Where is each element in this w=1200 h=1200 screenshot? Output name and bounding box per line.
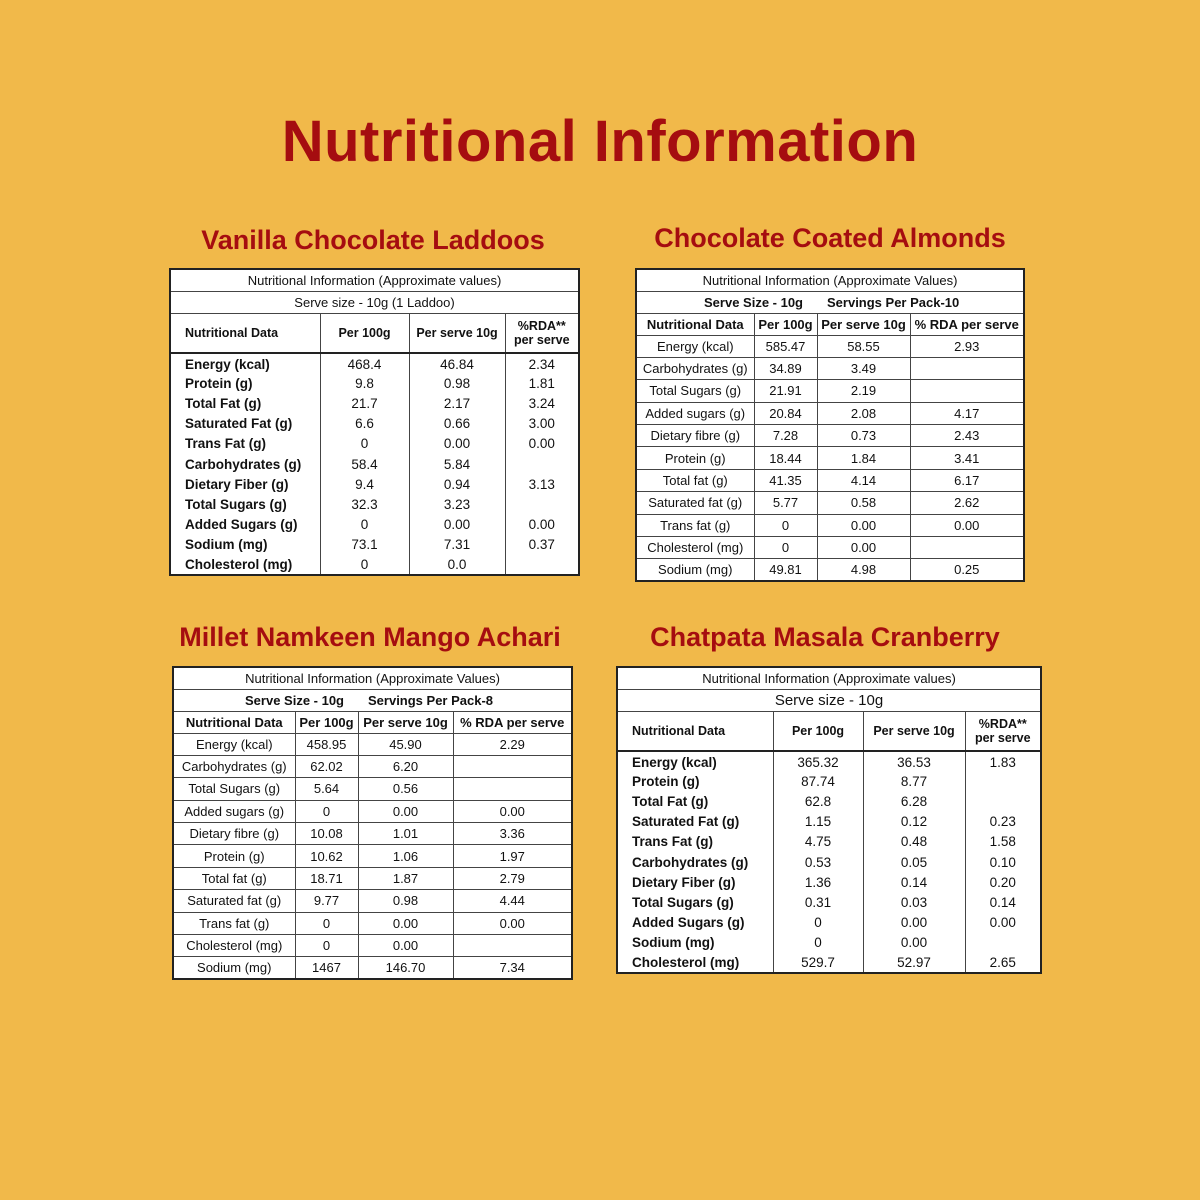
- nutrient-name: Total Sugars (g): [170, 494, 320, 514]
- table-row: [173, 912, 572, 934]
- nutrient-value: 0.00: [965, 913, 1041, 933]
- nutrient-value: [910, 380, 1024, 402]
- nutrient-name: Added sugars (g): [173, 800, 295, 822]
- nutrient-value: 0.0: [409, 555, 505, 575]
- table-row: [173, 778, 572, 800]
- nutrient-name: Saturated Fat (g): [617, 812, 773, 832]
- nutrient-value: 58.55: [817, 335, 910, 357]
- nutrient-value: 0.10: [965, 852, 1041, 872]
- nutrition-table-chatpata-masala-cranberry: [616, 666, 1042, 974]
- nutrient-value: 0.00: [910, 514, 1024, 536]
- nutrient-value: 0.00: [358, 800, 453, 822]
- nutrient-value: 1.84: [817, 447, 910, 469]
- nutrient-value: 0.31: [773, 892, 863, 912]
- nutrient-value: [505, 494, 579, 514]
- table-row: [170, 353, 579, 373]
- product-title-vanilla-chocolate-laddoos: Vanilla Chocolate Laddoos: [201, 225, 545, 255]
- nutrient-name: Energy (kcal): [636, 335, 754, 357]
- nutrient-value: [505, 555, 579, 575]
- nutrient-value: [965, 771, 1041, 791]
- nutrient-value: 4.14: [817, 469, 910, 491]
- nutrient-name: Total Fat (g): [617, 791, 773, 811]
- nutrient-value: 2.62: [910, 492, 1024, 514]
- column-header: Nutritional Data: [617, 711, 773, 751]
- nutrient-value: 7.31: [409, 535, 505, 555]
- table-row: [170, 434, 579, 454]
- nutrient-value: 4.75: [773, 832, 863, 852]
- table-row: [636, 425, 1024, 447]
- info-line: Nutritional Information (Approximate Values): [636, 269, 1024, 291]
- table-row: [173, 755, 572, 777]
- nutrient-value: 0.00: [863, 913, 965, 933]
- table-row: [617, 852, 1041, 872]
- nutrient-name: Sodium (mg): [636, 559, 754, 581]
- info-line: Nutritional Information (Approximate values): [170, 269, 579, 291]
- nutrient-value: 0.73: [817, 425, 910, 447]
- nutrient-value: 8.77: [863, 771, 965, 791]
- column-header: Per serve 10g: [817, 313, 910, 335]
- nutrient-value: 0.00: [409, 515, 505, 535]
- table-row: [170, 555, 579, 575]
- nutrient-value: 365.32: [773, 751, 863, 771]
- info-row: [173, 667, 572, 689]
- nutrient-value: 0.12: [863, 812, 965, 832]
- nutrient-value: 6.28: [863, 791, 965, 811]
- nutrient-value: 0.37: [505, 535, 579, 555]
- nutrient-value: 0.98: [358, 890, 453, 912]
- nutrient-value: 18.44: [754, 447, 817, 469]
- nutrient-value: 3.36: [453, 823, 572, 845]
- nutrient-value: 21.7: [320, 393, 409, 413]
- nutrient-value: 0: [295, 912, 358, 934]
- nutrient-value: [910, 357, 1024, 379]
- table-row: [617, 771, 1041, 791]
- nutrient-value: 6.6: [320, 414, 409, 434]
- servings-per-pack: Servings Per Pack-10: [817, 291, 1024, 313]
- table-row: [617, 892, 1041, 912]
- table-row: [173, 823, 572, 845]
- nutrient-value: 146.70: [358, 957, 453, 979]
- nutrient-value: 7.34: [453, 957, 572, 979]
- table-row: [173, 800, 572, 822]
- nutrient-value: 0.20: [965, 872, 1041, 892]
- nutrient-name: Cholesterol (mg): [170, 555, 320, 575]
- nutrient-value: 9.8: [320, 373, 409, 393]
- nutrient-value: 62.02: [295, 755, 358, 777]
- serve-size: Serve size - 10g: [617, 689, 1041, 711]
- nutrient-value: 46.84: [409, 353, 505, 373]
- table-row: [617, 812, 1041, 832]
- table-row: [173, 733, 572, 755]
- nutrient-value: 3.49: [817, 357, 910, 379]
- nutrient-value: 2.34: [505, 353, 579, 373]
- nutrient-name: Total Sugars (g): [617, 892, 773, 912]
- nutrient-value: 2.17: [409, 393, 505, 413]
- nutrient-name: Energy (kcal): [617, 751, 773, 771]
- nutrient-value: 0.00: [505, 515, 579, 535]
- nutrient-value: 0: [320, 515, 409, 535]
- nutrient-value: 45.90: [358, 733, 453, 755]
- nutrient-value: 3.23: [409, 494, 505, 514]
- nutrient-value: 0.00: [453, 800, 572, 822]
- nutrient-name: Saturated Fat (g): [170, 414, 320, 434]
- nutrient-value: 0.00: [409, 434, 505, 454]
- column-header: Per 100g: [773, 711, 863, 751]
- table-row: [636, 469, 1024, 491]
- column-header: Per 100g: [295, 711, 358, 733]
- column-header: Per serve 10g: [409, 313, 505, 353]
- table-row: [170, 414, 579, 434]
- table-row: [170, 454, 579, 474]
- info-row: [170, 269, 579, 291]
- nutrient-value: 52.97: [863, 953, 965, 973]
- nutrient-value: 1.01: [358, 823, 453, 845]
- nutrient-value: 0.58: [817, 492, 910, 514]
- nutrient-name: Added sugars (g): [636, 402, 754, 424]
- nutrient-value: [965, 933, 1041, 953]
- nutrient-value: 0: [773, 933, 863, 953]
- table-row: [173, 957, 572, 979]
- nutrient-value: 58.4: [320, 454, 409, 474]
- table-row: [636, 537, 1024, 559]
- nutrient-value: 10.08: [295, 823, 358, 845]
- column-header: Per serve 10g: [358, 711, 453, 733]
- column-header: Per 100g: [754, 313, 817, 335]
- nutrient-value: 0: [320, 434, 409, 454]
- nutrient-name: Energy (kcal): [170, 353, 320, 373]
- product-title-millet-namkeen-mango-achari: Millet Namkeen Mango Achari: [179, 622, 561, 652]
- nutrient-name: Added Sugars (g): [617, 913, 773, 933]
- nutrient-value: 0.25: [910, 559, 1024, 581]
- nutrient-value: 0.05: [863, 852, 965, 872]
- nutrient-value: 41.35: [754, 469, 817, 491]
- nutrition-table-millet-namkeen-mango-achari: [172, 666, 573, 980]
- column-header: Nutritional Data: [170, 313, 320, 353]
- info-row: [617, 667, 1041, 689]
- serve-row: [170, 291, 579, 313]
- nutrient-value: 1.36: [773, 872, 863, 892]
- nutrient-value: 7.28: [754, 425, 817, 447]
- table-row: [173, 867, 572, 889]
- nutrient-value: 0.94: [409, 474, 505, 494]
- nutrient-value: 0.14: [863, 872, 965, 892]
- nutrient-value: 0.56: [358, 778, 453, 800]
- nutrient-value: 0.00: [358, 935, 453, 957]
- product-title-chatpata-masala-cranberry: Chatpata Masala Cranberry: [650, 622, 1000, 652]
- nutrient-value: 0.48: [863, 832, 965, 852]
- column-header: %RDA** per serve: [965, 711, 1041, 751]
- nutrient-name: Trans fat (g): [636, 514, 754, 536]
- page-title: Nutritional Information: [281, 109, 919, 174]
- nutrient-value: [453, 755, 572, 777]
- nutrient-value: 0.03: [863, 892, 965, 912]
- nutrient-value: 468.4: [320, 353, 409, 373]
- info-row: [636, 269, 1024, 291]
- table-row: [617, 791, 1041, 811]
- table-row: [617, 832, 1041, 852]
- nutrient-name: Protein (g): [617, 771, 773, 791]
- servings-per-pack: Servings Per Pack-8: [358, 689, 572, 711]
- column-header: % RDA per serve: [910, 313, 1024, 335]
- nutrient-value: 2.19: [817, 380, 910, 402]
- nutrient-value: 21.91: [754, 380, 817, 402]
- table-row: [617, 933, 1041, 953]
- nutrient-name: Dietary fibre (g): [636, 425, 754, 447]
- nutrient-value: 87.74: [773, 771, 863, 791]
- nutrient-value: 36.53: [863, 751, 965, 771]
- nutrient-value: 18.71: [295, 867, 358, 889]
- nutrient-value: 6.20: [358, 755, 453, 777]
- table-row: [170, 373, 579, 393]
- nutrient-value: 1.87: [358, 867, 453, 889]
- nutrient-value: 0.23: [965, 812, 1041, 832]
- table-row: [636, 559, 1024, 581]
- nutrient-name: Sodium (mg): [173, 957, 295, 979]
- nutrient-value: 2.93: [910, 335, 1024, 357]
- nutrient-value: 1467: [295, 957, 358, 979]
- nutrient-name: Trans Fat (g): [617, 832, 773, 852]
- nutrient-name: Added Sugars (g): [170, 515, 320, 535]
- nutrient-value: 0: [754, 514, 817, 536]
- nutrient-value: 2.29: [453, 733, 572, 755]
- nutrient-name: Trans fat (g): [173, 912, 295, 934]
- serve-size: Serve Size - 10g: [636, 291, 817, 313]
- nutrient-value: 2.79: [453, 867, 572, 889]
- nutrient-value: 3.00: [505, 414, 579, 434]
- nutrient-name: Sodium (mg): [170, 535, 320, 555]
- nutrient-value: 5.64: [295, 778, 358, 800]
- serve-row: [636, 291, 1024, 313]
- nutrient-name: Cholesterol (mg): [173, 935, 295, 957]
- nutrition-table-vanilla-chocolate-laddoos: [169, 268, 580, 576]
- table-row: [636, 402, 1024, 424]
- table-row: [617, 872, 1041, 892]
- table-row: [170, 515, 579, 535]
- nutrient-name: Sodium (mg): [617, 933, 773, 953]
- nutrient-value: 0.00: [817, 537, 910, 559]
- table-row: [170, 474, 579, 494]
- column-header: Nutritional Data: [173, 711, 295, 733]
- nutrient-name: Dietary fibre (g): [173, 823, 295, 845]
- nutrient-value: 585.47: [754, 335, 817, 357]
- nutrient-value: 1.83: [965, 751, 1041, 771]
- nutrient-name: Trans Fat (g): [170, 434, 320, 454]
- nutrient-value: [505, 454, 579, 474]
- table-row: [170, 494, 579, 514]
- table-row: [636, 357, 1024, 379]
- nutrient-value: 0.53: [773, 852, 863, 872]
- nutrient-value: 4.98: [817, 559, 910, 581]
- header-row: [170, 313, 579, 353]
- info-line: Nutritional Information (Approximate values): [617, 667, 1041, 689]
- table-row: [636, 492, 1024, 514]
- serve-row: [173, 689, 572, 711]
- nutrient-name: Total Sugars (g): [636, 380, 754, 402]
- table-row: [636, 335, 1024, 357]
- nutrient-name: Saturated fat (g): [636, 492, 754, 514]
- column-header: Per serve 10g: [863, 711, 965, 751]
- nutrient-value: 20.84: [754, 402, 817, 424]
- nutrient-value: [453, 778, 572, 800]
- column-header: %RDA** per serve: [505, 313, 579, 353]
- table-row: [617, 913, 1041, 933]
- nutrient-name: Total fat (g): [636, 469, 754, 491]
- table-row: [636, 380, 1024, 402]
- header-row: [636, 313, 1024, 335]
- table-row: [636, 514, 1024, 536]
- nutrient-value: 0.00: [453, 912, 572, 934]
- nutrient-value: 529.7: [773, 953, 863, 973]
- nutrient-value: 9.4: [320, 474, 409, 494]
- nutrient-value: 0.00: [358, 912, 453, 934]
- nutrient-value: 2.08: [817, 402, 910, 424]
- nutrient-value: 0: [295, 800, 358, 822]
- nutrient-name: Carbohydrates (g): [170, 454, 320, 474]
- nutrient-value: 62.8: [773, 791, 863, 811]
- nutrient-value: 2.43: [910, 425, 1024, 447]
- nutrient-name: Total Sugars (g): [173, 778, 295, 800]
- column-header: Per 100g: [320, 313, 409, 353]
- nutrient-value: 3.13: [505, 474, 579, 494]
- nutrient-name: Dietary Fiber (g): [170, 474, 320, 494]
- column-header: Nutritional Data: [636, 313, 754, 335]
- nutrient-value: 3.41: [910, 447, 1024, 469]
- nutrient-value: 1.97: [453, 845, 572, 867]
- nutrient-value: 0: [295, 935, 358, 957]
- nutrient-name: Dietary Fiber (g): [617, 872, 773, 892]
- nutrient-value: 5.77: [754, 492, 817, 514]
- nutrient-value: 34.89: [754, 357, 817, 379]
- nutrient-name: Protein (g): [173, 845, 295, 867]
- table-row: [173, 890, 572, 912]
- nutrition-table-chocolate-coated-almonds: [635, 268, 1025, 582]
- table-row: [617, 751, 1041, 771]
- nutrient-name: Protein (g): [636, 447, 754, 469]
- nutrient-value: 4.17: [910, 402, 1024, 424]
- nutrient-value: 5.84: [409, 454, 505, 474]
- nutrient-value: 4.44: [453, 890, 572, 912]
- nutrient-value: 1.81: [505, 373, 579, 393]
- nutrient-value: 3.24: [505, 393, 579, 413]
- serve-size: Serve size - 10g (1 Laddoo): [170, 291, 579, 313]
- header-row: [173, 711, 572, 733]
- nutrient-name: Saturated fat (g): [173, 890, 295, 912]
- nutrient-value: [453, 935, 572, 957]
- nutrient-value: 0.98: [409, 373, 505, 393]
- nutrient-value: 32.3: [320, 494, 409, 514]
- nutrient-name: Cholesterol (mg): [636, 537, 754, 559]
- nutrient-value: [910, 537, 1024, 559]
- table-row: [617, 953, 1041, 973]
- table-row: [173, 845, 572, 867]
- column-header: % RDA per serve: [453, 711, 572, 733]
- nutrient-name: Total fat (g): [173, 867, 295, 889]
- table-row: [173, 935, 572, 957]
- nutrient-value: 1.15: [773, 812, 863, 832]
- nutrient-name: Carbohydrates (g): [173, 755, 295, 777]
- nutrient-name: Protein (g): [170, 373, 320, 393]
- nutrient-value: 1.06: [358, 845, 453, 867]
- nutrient-value: 0: [754, 537, 817, 559]
- header-row: [617, 711, 1041, 751]
- nutrient-value: 9.77: [295, 890, 358, 912]
- serve-row: [617, 689, 1041, 711]
- nutrient-value: 73.1: [320, 535, 409, 555]
- serve-size: Serve Size - 10g: [173, 689, 358, 711]
- table-row: [636, 447, 1024, 469]
- nutrient-value: 458.95: [295, 733, 358, 755]
- nutrient-name: Carbohydrates (g): [636, 357, 754, 379]
- nutrient-value: 2.65: [965, 953, 1041, 973]
- nutrient-value: 0.00: [863, 933, 965, 953]
- nutrient-value: 0: [773, 913, 863, 933]
- nutrient-value: 6.17: [910, 469, 1024, 491]
- nutrient-name: Carbohydrates (g): [617, 852, 773, 872]
- nutrient-value: 0.00: [817, 514, 910, 536]
- nutrient-value: 0: [320, 555, 409, 575]
- product-title-chocolate-coated-almonds: Chocolate Coated Almonds: [654, 223, 1006, 253]
- nutrient-name: Total Fat (g): [170, 393, 320, 413]
- nutrient-value: 0.00: [505, 434, 579, 454]
- nutrient-name: Energy (kcal): [173, 733, 295, 755]
- nutrient-value: 0.14: [965, 892, 1041, 912]
- nutrient-value: 10.62: [295, 845, 358, 867]
- nutrient-value: [965, 791, 1041, 811]
- info-line: Nutritional Information (Approximate Values): [173, 667, 572, 689]
- table-row: [170, 535, 579, 555]
- nutrient-value: 0.66: [409, 414, 505, 434]
- nutrient-name: Cholesterol (mg): [617, 953, 773, 973]
- table-row: [170, 393, 579, 413]
- nutrient-value: 49.81: [754, 559, 817, 581]
- nutrient-value: 1.58: [965, 832, 1041, 852]
